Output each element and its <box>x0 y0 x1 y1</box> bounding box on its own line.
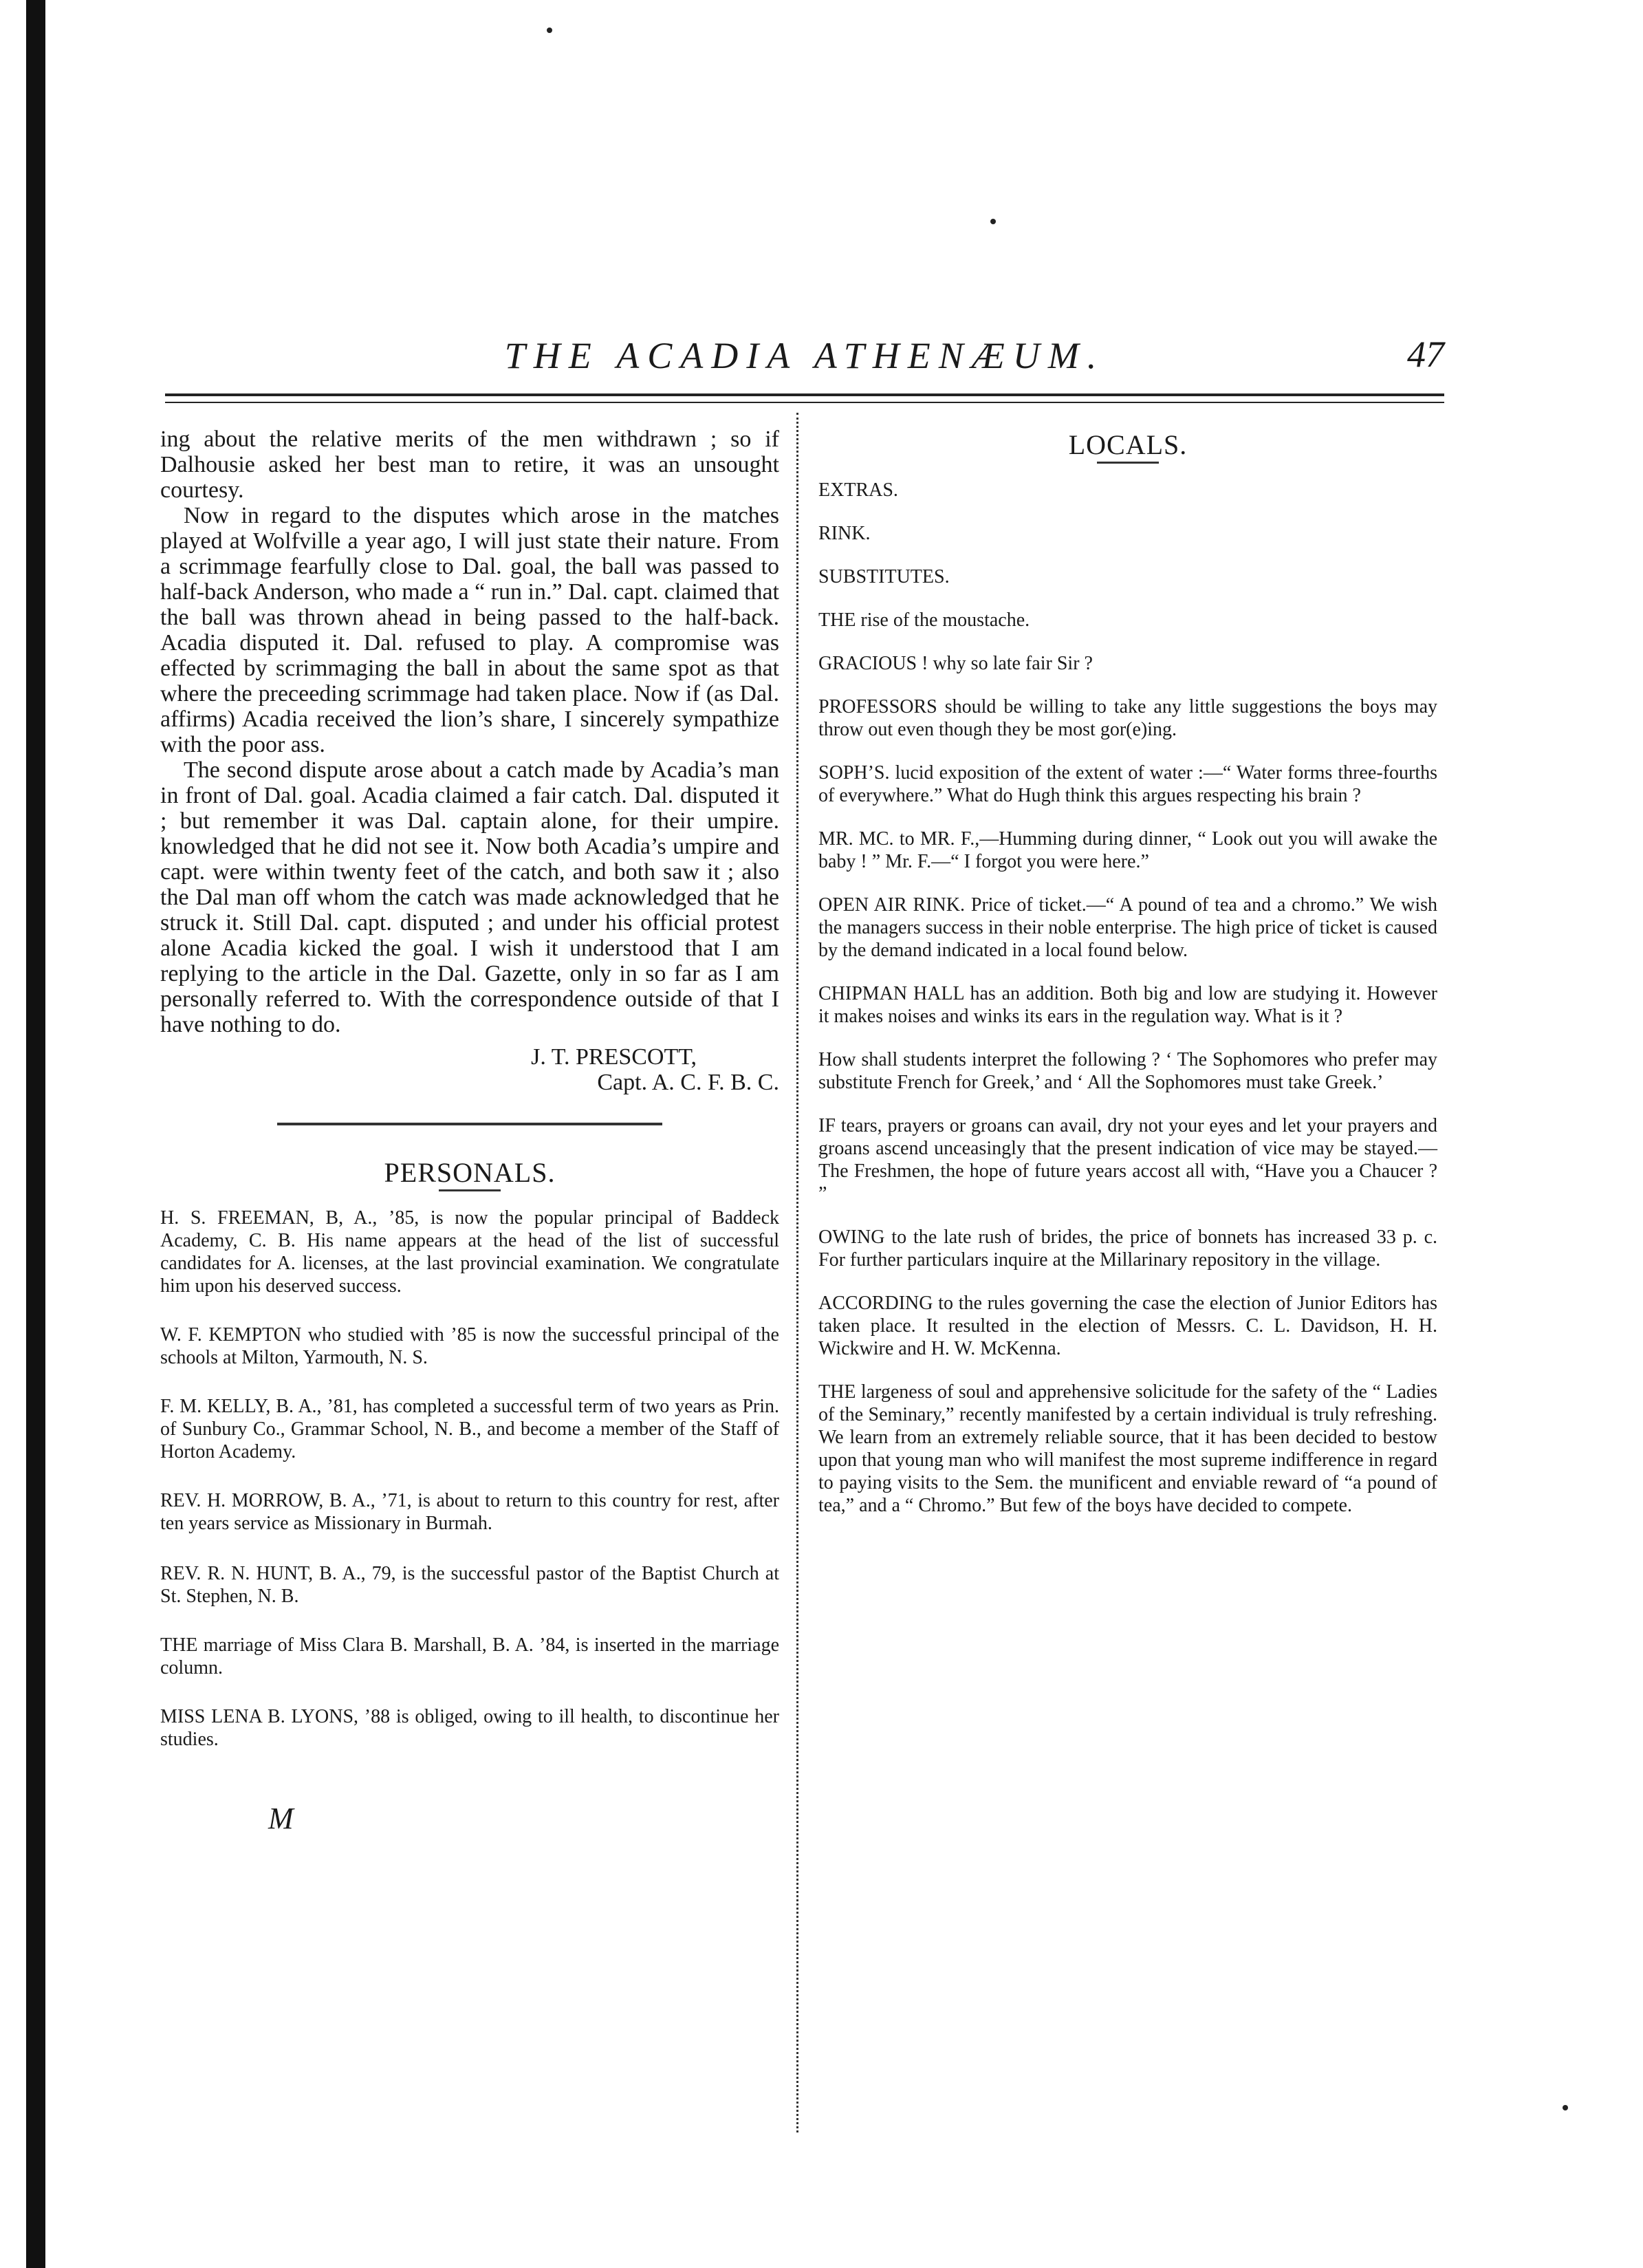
locals-item: MR. MC. to MR. F.,—Humming during dinner, “ Look out you will awake the baby ! ” Mr. F.—“ I forgot you were here.” <box>818 828 1437 872</box>
locals-item: SUBSTITUTES. <box>818 566 950 587</box>
title-underline <box>1097 462 1159 464</box>
locals-item: THE rise of the moustache. <box>818 609 1030 631</box>
locals-item: How shall students interpret the following ? ‘ The Sophomores who prefer may substitute French for Greek,’ and ‘ All the Sophomores must take Greek.’ <box>818 1049 1437 1093</box>
personal-item: REV. R. N. HUNT, B. A., 79, is the successful pastor of the Baptist Church at St. Stephen, N. B. <box>160 1563 779 1607</box>
locals-item: OWING to the late rush of brides, the price of bonnets has increased 33 p. c. For further particulars inquire at the Millarinary repository in the village. <box>818 1227 1437 1271</box>
locals-item: THE largeness of soul and apprehensive solicitude for the safety of the “ Ladies of the Seminary,” recently manifested by a certain individual is truly refreshing. We learn from an extremely reliable source, that it has been decided to bestow upon that young man who will manifest the most supreme indifference in regard to paying visits to the Sem. the munificent and enviable reward of “a pound of tea,” and a “ Chromo.” But few of the boys have decided to compete. <box>818 1381 1437 1516</box>
left-column <box>160 426 779 1777</box>
locals-item: OPEN AIR RINK. Price of ticket.—“ A pound of tea and a chromo.” We wish the managers success in their noble enterprise. The high price of ticket is caused by the demand indicated in a local found below. <box>818 894 1437 961</box>
locals-item: RINK. <box>818 523 871 544</box>
scan-speck <box>990 219 996 224</box>
locals-item: GRACIOUS ! why so late fair Sir ? <box>818 653 1093 674</box>
locals-title: LOCALS. <box>1068 429 1188 460</box>
handwritten-annotation: M <box>268 1802 294 1835</box>
page-header <box>165 329 1444 391</box>
signature <box>160 1044 779 1095</box>
header-rule-thin <box>165 402 1444 403</box>
personal-item: F. M. KELLY, B. A., ’81, has completed a successful term of two years as Prin. of Sunbury Co., Grammar School, N. B., and become a member of the Staff of Horton Academy. <box>160 1396 779 1462</box>
scan-edge-bar <box>26 0 45 2268</box>
section-separator <box>277 1123 662 1125</box>
letter-paragraph: ing about the relative merits of the men withdrawn ; so if Dalhousie asked her best man to retire, it was an unsought courtesy. <box>160 426 779 503</box>
page-number: 47 <box>1407 334 1444 375</box>
scan-speck <box>547 28 552 33</box>
personal-item: H. S. FREEMAN, B, A., ’85, is now the popular principal of Baddeck Academy, C. B. His name appears at the head of the list of successful candidates for A. licenses, at the last provincial examination. We congratulate him upon his deserved success. <box>160 1207 779 1297</box>
scan-speck <box>1563 2105 1568 2110</box>
column-divider <box>796 413 798 2132</box>
personal-item: W. F. KEMPTON who studied with ’85 is now the successful principal of the schools at Milton, Yarmouth, N. S. <box>160 1324 779 1368</box>
locals-item: ACCORDING to the rules governing the case the election of Junior Editors has taken place. It resulted in the election of Messrs. C. L. Davidson, H. H. Wickwire and H. W. McKenna. <box>818 1293 1437 1359</box>
locals-item: PROFESSORS should be willing to take any little suggestions the boys may throw out even though they be most gor(e)ing. <box>818 696 1437 740</box>
letter-paragraph: The second dispute arose about a catch made by Acadia’s man in front of Dal. goal. Acadia claimed a fair catch. Dal. disputed it ; but remember it was Dal. captain alone, for their umpire. knowledged that he did not see it. Now both Acadia’s umpire and capt. were within twenty feet of the catch, and both saw it ; also the Dal man off whom the catch was made acknowledged that he struck it. Still Dal. capt. disputed ; and under his official protest alone Acadia kicked the goal. I wish it understood that I am replying to the article in the Dal. Gazette, only in so far as I am personally referred to. With the correspondence outside of that I have nothing to do. <box>160 757 779 1037</box>
signature-title: Capt. A. C. F. B. C. <box>597 1070 779 1095</box>
personals-title: PERSONALS. <box>384 1157 556 1188</box>
right-column <box>818 426 1437 1537</box>
locals-item: SOPH’S. lucid exposition of the extent of water :—“ Water forms three-fourths of everywhere.” What do Hugh think this argues respecting his brain ? <box>818 762 1437 806</box>
locals-item: CHIPMAN HALL has an addition. Both big and low are studying it. However it makes noises and winks its ears in the regulation way. What is it ? <box>818 983 1437 1027</box>
locals-item: EXTRAS. <box>818 479 898 501</box>
personal-item: THE marriage of Miss Clara B. Marshall, B. A. ’84, is inserted in the marriage column. <box>160 1634 779 1678</box>
personal-item: REV. H. MORROW, B. A., ’71, is about to return to this country for rest, after ten years service as Missionary in Burmah. <box>160 1490 779 1534</box>
masthead-title: THE ACADIA ATHENÆUM. <box>504 335 1105 376</box>
signature-name: J. T. PRESCOTT, <box>531 1044 697 1070</box>
personal-item: MISS LENA B. LYONS, ’88 is obliged, owing to ill health, to discontinue her studies. <box>160 1706 779 1750</box>
header-rule <box>165 393 1444 396</box>
letter-paragraph: Now in regard to the disputes which arose in the matches played at Wolfville a year ago, I will just state their nature. From a scrimmage fearfully close to Dal. goal, the ball was passed to half-back Anderson, who made a “ run in.” Dal. capt. claimed that the ball was thrown ahead in being passed to the half-back. Acadia disputed it. Dal. refused to play. A compromise was effected by scrimmaging the ball in about the same spot as that where the preceeding scrimmage had taken place. Now if (as Dal. affirms) Acadia received the lion’s share, I sincerely sympathize with the poor ass. <box>160 503 779 757</box>
locals-item: IF tears, prayers or groans can avail, dry not your eyes and let your prayers and groans ascend unceasingly that the present indication of vice may be stayed.—The Freshmen, the hope of future years accost all with, “Have you a Chaucer ? ” <box>818 1115 1437 1205</box>
title-underline <box>439 1189 501 1191</box>
